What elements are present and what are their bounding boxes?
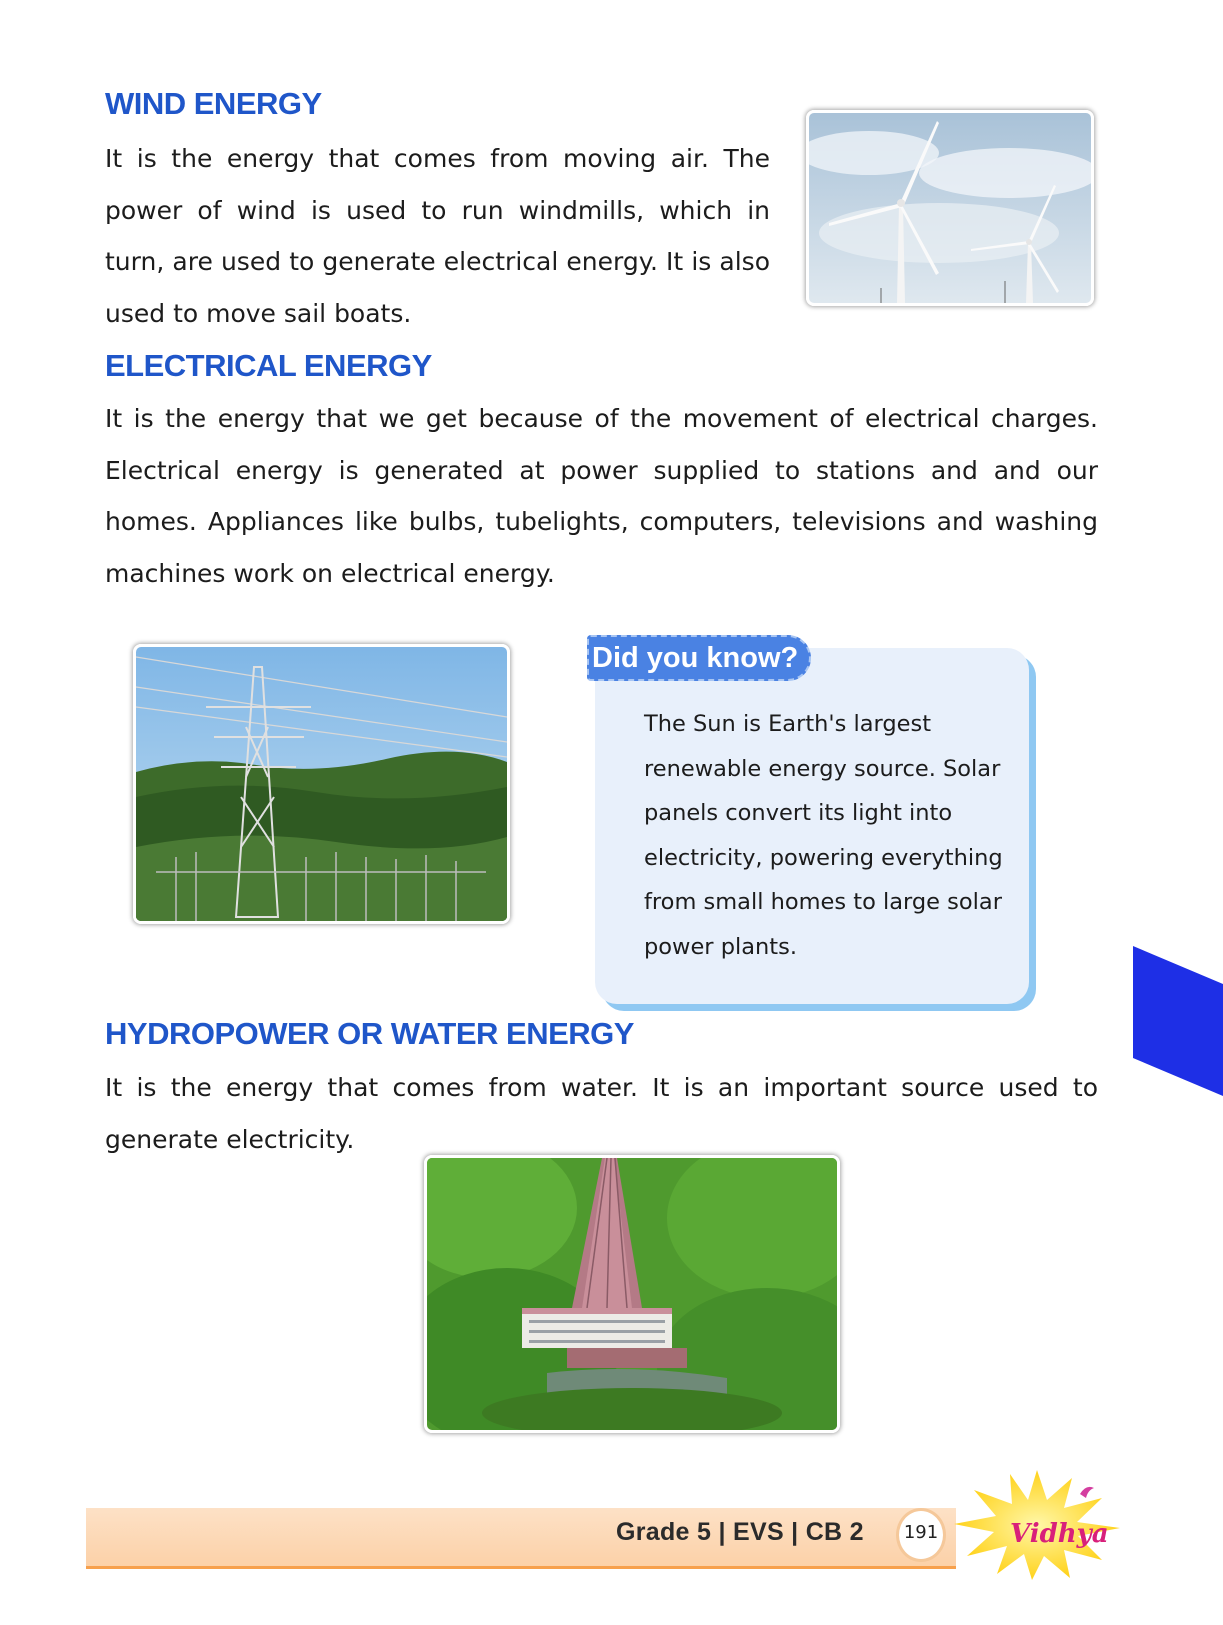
hydropower-heading: HYDROPOWER OR WATER ENERGY bbox=[105, 1016, 634, 1051]
page-number: 191 bbox=[903, 1522, 939, 1543]
footer-label: Grade 5 | EVS | CB 2 bbox=[616, 1518, 864, 1546]
vidhya-logo-text: Vidhya bbox=[1010, 1519, 1109, 1549]
electrical-energy-heading: ELECTRICAL ENERGY bbox=[105, 348, 432, 383]
chapter-side-tab bbox=[1133, 946, 1223, 1096]
transmission-tower-photo bbox=[133, 644, 510, 924]
did-you-know-title: Did you know? bbox=[592, 642, 799, 674]
hydropower-paragraph: It is the energy that comes from water. It is an important source used to generate electricity. bbox=[105, 1073, 1098, 1154]
vidhya-logo bbox=[952, 1470, 1122, 1580]
wind-turbines-photo bbox=[806, 110, 1094, 306]
did-you-know-text: The Sun is Earth's largest renewable energy source. Solar panels convert its light into electricity, powering everything from small homes to large solar power plants. bbox=[644, 711, 1003, 960]
wind-energy-heading: WIND ENERGY bbox=[105, 86, 322, 121]
electrical-energy-paragraph: It is the energy that we get because of the movement of electrical charges. Electrical energy is generated at power supplied to stations and and our homes. Appliances like bulbs, tubelights, computers, televisions and washing machines work on electrical energy. bbox=[105, 404, 1098, 588]
wind-energy-paragraph: It is the energy that comes from moving air. The power of wind is used to run windmills, which in turn, are used to generate electrical energy. It is also used to move sail boats. bbox=[105, 144, 770, 328]
hydropower-plant-photo bbox=[424, 1155, 840, 1433]
